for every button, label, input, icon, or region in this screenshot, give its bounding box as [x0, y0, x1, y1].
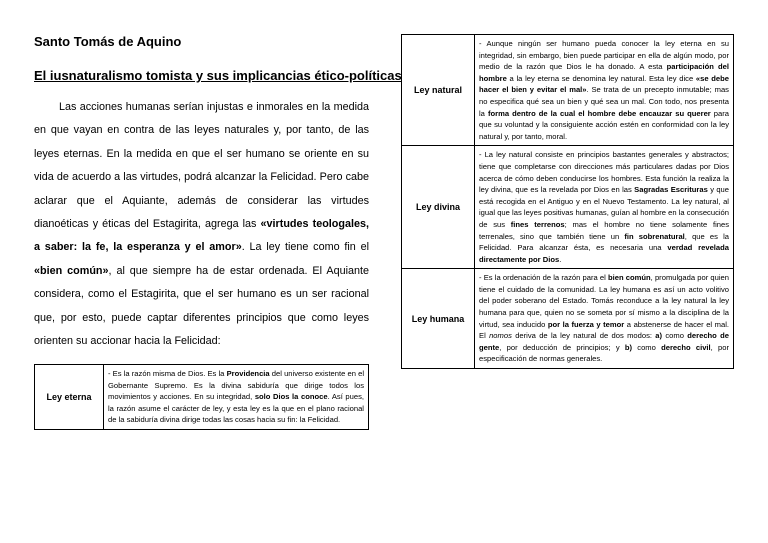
text-run: , que es la Felicidad. Para alcanzar ésta, es necesaria una — [479, 231, 729, 253]
text-run: para que su voluntad y la consiguiente acción estén en conformidad con la ley natural y, por tanto, moral. — [479, 108, 730, 141]
text-run-bold: forma dentro de la cual el hombre debe encauzar su querer — [487, 108, 711, 118]
row-label: Ley eterna — [35, 365, 104, 430]
text-run: , promulgada por quien tiene el cuidado de la comunidad. La ley humana es así un acto volitivo del poder soberano del Estado. Tomás reconduce a la ley natural la ley humana para que, quien no se someta por sí mismo a la disciplina de la virtud, sea inducido — [479, 273, 729, 329]
text-run: a la ley eterna se denomina ley natural. Esta ley dice — [506, 73, 696, 83]
text-run-bold: derecho de gente — [479, 331, 730, 352]
para-run-bold: «bien común» — [34, 264, 109, 277]
text-run: del universo existente en el Gobernante Supremo. Es la divina sabiduría que dirige todos los movimientos y acciones. En su integridad, — [108, 369, 364, 402]
text-run: - Es la razón misma de Dios. Es la — [108, 369, 227, 378]
table-row — [402, 35, 734, 146]
text-run-bold: participación del hombre — [479, 62, 729, 83]
para-run-bold: «virtudes teologales, a saber: la fe, la esperanza y el amor» — [34, 218, 370, 254]
table-row — [35, 365, 369, 430]
text-run-bold: Providencia — [226, 369, 270, 378]
body-paragraph — [34, 96, 369, 353]
row-label: Ley natural — [402, 35, 475, 146]
row-text — [475, 269, 734, 369]
left-column — [34, 34, 402, 353]
text-run: ; mas el hombre no tiene solamente fines terrenales, sino que también tiene un — [479, 219, 729, 241]
text-run: , por deducción de principios; y — [499, 342, 625, 352]
text-run-bold: fines terrenos — [510, 219, 565, 229]
text-run: . — [559, 254, 562, 264]
author-heading: Santo Tomás de Aquino — [34, 34, 182, 49]
text-run: y que está recogida en el Antiguo y en el Nuevo Testamento. La ley natural, al igual que las leyes positivas humanas, guían al hombre en la consecución de sus — [479, 185, 729, 229]
ley-eterna-table — [34, 364, 369, 430]
para-run: . La ley tiene como fin el — [241, 241, 369, 254]
text-run-bold: fin sobrenatural — [624, 231, 685, 241]
text-run: como — [662, 331, 688, 341]
text-run: a abstenerse de hacer el mal. El — [479, 319, 729, 341]
row-label: Ley divina — [402, 146, 475, 269]
text-run: deriva de la ley natural de dos modos: — [511, 331, 656, 341]
text-run: - Aunque ningún ser humano pueda conocer la ley eterna en su integridad, sin embargo, bien puede participar en ella de algún modo, por medio de la razón que Dios le ha donado. A esta — [479, 39, 729, 72]
text-run: , por especificación de normas generales. — [479, 342, 729, 364]
row-label: Ley humana — [402, 269, 475, 369]
table-row — [402, 269, 734, 369]
leyes-table — [401, 34, 734, 369]
text-run: - La ley natural consiste en principios bastantes generales y abstractos; tiene que completarse con direcciones más particulares dadas por Dios acerca de cómo deben conducirse los hombres. Esta función la realiza la ley divina, que es la revelada por Dios en las — [479, 150, 729, 195]
text-run-bold: solo Dios la conoce — [254, 392, 328, 402]
table-row — [402, 146, 734, 269]
text-run-bold: derecho civil — [661, 342, 711, 352]
row-text — [475, 35, 734, 146]
text-run-bold: verdad revelada directamente por Dios — [479, 243, 729, 264]
text-run-bold: por la fuerza y temor — [547, 319, 625, 329]
text-run-bold: «se debe hacer el bien y evitar el mal» — [479, 73, 729, 95]
section-title: El iusnaturalismo tomista y sus implicancias ético-políticas — [34, 68, 402, 83]
row-text — [475, 146, 734, 269]
text-run: - Es la ordenación de la razón para el — [479, 273, 608, 283]
text-run-bold: Sagradas Escrituras — [634, 185, 708, 195]
para-run: , al que siempre ha de estar ordenada. El Aquiante considera, como el Estagirita, que el ser humano es un ser racional que, por esto, puede captar diferentes principios que como leyes orienten su accionar hacia la Felicidad: — [34, 264, 369, 348]
row-text — [104, 365, 369, 430]
text-run: . Se trata de un precepto inmutable; mas no especifica qué sea un bien y qué sea un mal. Con todo, nos presenta la — [479, 85, 729, 118]
text-run: como — [632, 342, 662, 352]
text-run-bold: bien común — [607, 273, 651, 283]
text-run-bold: b) — [624, 342, 633, 352]
text-run-bold: a) — [655, 331, 663, 341]
text-run-italic: nomos — [489, 331, 512, 341]
para-run: Las acciones humanas serían injustas e inmorales en la medida en que vayan en contra de las leyes naturales y, por tanto, de las leyes eternas. En la medida en que el ser humano se oriente en su vida de acuerdo a las virtudes, podrá alcanzar la Felicidad. Pero cabe aclarar que el Aquiante, además de considerar las virtudes dianoéticas y éticas del Estagirita, agrega las — [34, 101, 369, 231]
text-run: . Así pues, la razón asume el carácter de ley, y esta ley es la que en el plano racional de la sabiduría divina dirige todas las cosas hacia su fin: la Felicidad. — [108, 392, 364, 425]
